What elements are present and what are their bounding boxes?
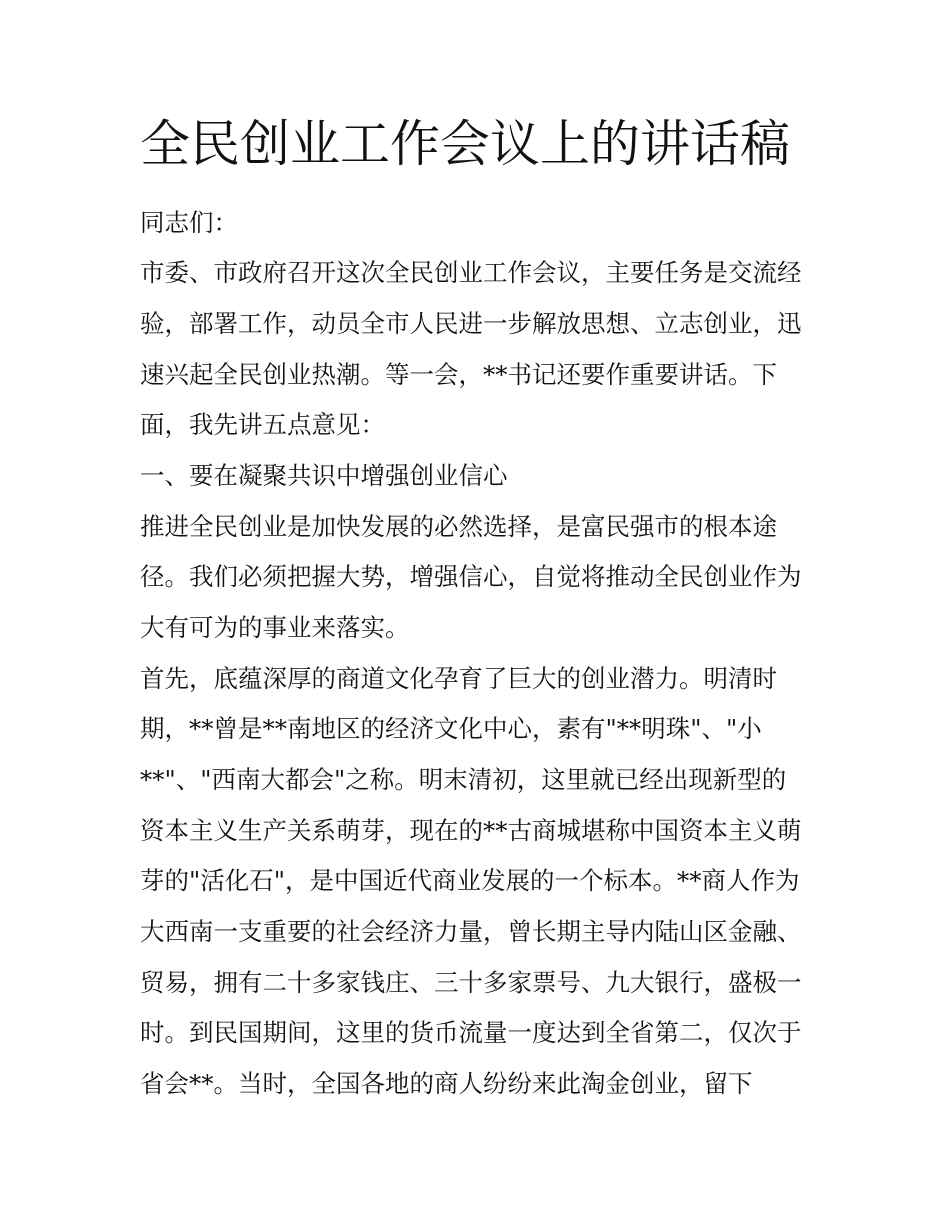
paragraph-line: 推进全民创业是加快发展的必然选择，是富民强市的根本途 xyxy=(140,512,777,541)
greeting-line: 同志们： xyxy=(140,208,238,237)
paragraph-line: 面，我先讲五点意见： xyxy=(140,410,385,439)
paragraph-line: 省会**。当时，全国各地的商人纷纷来此淘金创业，留下 xyxy=(140,1069,753,1098)
paragraph-line: 速兴起全民创业热潮。等一会，**书记还要作重要讲话。下 xyxy=(140,360,777,389)
paragraph-line: 大西南一支重要的社会经济力量，曾长期主导内陆山区金融、 xyxy=(140,917,802,946)
paragraph-line: 贸易，拥有二十多家钱庄、三十多家票号、九大银行，盛极一 xyxy=(140,968,802,997)
paragraph-line: 芽的"活化石"，是中国近代商业发展的一个标本。**商人作为 xyxy=(140,866,800,895)
paragraph-line: 首先，底蕴深厚的商道文化孕育了巨大的创业潜力。明清时 xyxy=(140,664,777,693)
paragraph-line: 验，部署工作，动员全市人民进一步解放思想、立志创业，迅 xyxy=(140,309,802,338)
paragraph-line: **"、"西南大都会"之称。明末清初，这里就已经出现新型的 xyxy=(140,765,787,794)
paragraph-line: 时。到民国期间，这里的货币流量一度达到全省第二，仅次于 xyxy=(140,1018,802,1047)
section-heading: 一、要在凝聚共识中增强创业信心 xyxy=(140,461,508,490)
paragraph-line: 资本主义生产关系萌芽，现在的**古商城堪称中国资本主义萌 xyxy=(140,816,802,845)
paragraph-line: 市委、市政府召开这次全民创业工作会议，主要任务是交流经 xyxy=(140,258,802,287)
document-title: 全民创业工作会议上的讲话稿 xyxy=(140,115,790,173)
paragraph-line: 期，**曾是**南地区的经济文化中心，素有"**明珠"、"小 xyxy=(140,714,762,743)
paragraph-line: 径。我们必须把握大势，增强信心，自觉将推动全民创业作为 xyxy=(140,562,802,591)
paragraph-line: 大有可为的事业来落实。 xyxy=(140,613,410,642)
